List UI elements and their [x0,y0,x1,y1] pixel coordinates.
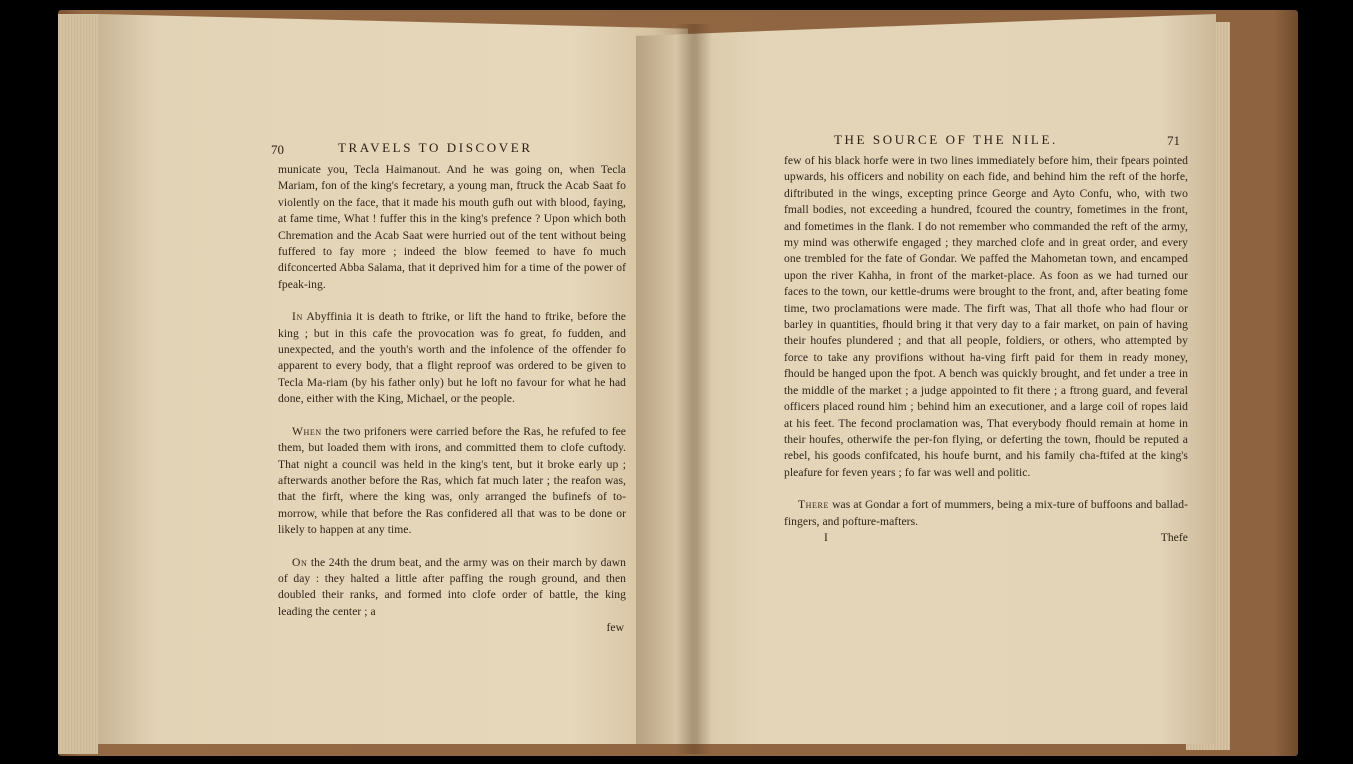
paragraph-text: Abyffinia it is death to ftrike, or lift the hand to ftrike, before the king ; but in this cafe the provocation was fo great, fo fudden, and unexpected, and the youth's worth and the infolence of the offender fo apparent to every body, that a flight reproof was ordered to be given to Tecla Ma-riam (by his father only) but he loft no favour for what he had done, either with the King, Michael, or the people. [278,310,626,406]
paragraph [784,153,1188,481]
paragraph [278,162,626,293]
paragraph-text: was at Gondar a fort of mummers, being a mix-ture of buffoons and ballad-fingers, and pofture-mafters. [784,498,1188,528]
page-footer [784,530,1188,546]
paragraph-text: few of his black horfe were in two lines immediately before him, their fpears pointed upwards, his officers and nobility on each fide, and behind him the reft of the horfe, diftributed in the wings, excepting prince George and Ayto Confu, who, with two fmall bodies, not exceeding a hundred, fcoured the country, fometimes in the front, and fometimes in the flank. I do not remember who commanded the reft of the army, my mind was otherwife engaged ; they marched clofe and in great order, and every one trembled for the fate of Gondar. We paffed the Mahometan town, and encamped upon the river Kahha, in front of the market-place. As foon as we had turned our faces to the town, our kettle-drums were brought to the front, and, after beating fome time, two proclamations were made. The firft was, That all thofe who had flour or barley in quantities, fhould bring it that very day to a fair market, on pain of having their houfes plundered ; and that all people, foldiers, or others, who attempted by force to take any provifions without ha-ving firft paid for them in ready money, fhould be hanged upon the fpot. A bench was quickly brought, and fet under a tree in the middle of the market ; a judge appointed to fit there ; a ftrong guard, and feveral officers placed round him ; behind him an executioner, and a large coil of ropes laid at his feet. The fecond proclamation was, That everybody fhould remain at home in their houfes, otherwife the per-fon flying, or deferting the town, fhould be reputed a rebel, his goods confifcated, his houfe burnt, and his family cha-ftifed at the king's pleafure for feven years ; fo far was well and politic. [784,154,1188,479]
paragraph-lead: When [292,424,322,438]
paragraph [278,424,626,539]
paragraph [278,555,626,621]
paragraph-lead: There [798,498,829,512]
paragraph-text: municate you, Tecla Haimanout. And he was going on, when Tecla Mariam, fon of the king's fecretary, a young man, ftruck the Acab Saat fo violently on the face, that it made his mouth gufh out with blood, faying, at fame time, What ! fuffer this in the king's prefence ? Upon which both Chremation and the Acab Saat were hurried out of the tent without being fuffered to fay more ; indeed the blow feemed to have fo much difconcerted Abba Salama, that it deprived him for a time of the power of fpeak-ing. [278,163,626,291]
left-page-edges [58,14,98,754]
left-page-number: 70 [271,142,284,157]
paragraph-lead: In [292,310,303,324]
right-page-text [784,153,1188,546]
paragraph [784,497,1188,530]
paragraph-text: the 24th the drum beat, and the army was on their march by dawn of day : they halted a little after paffing the rough ground, and then doubled their ranks, and formed into clofe order of battle, the king leading the center ; a [278,555,626,618]
left-running-head: TRAVELS TO DISCOVER [338,140,533,155]
paragraph-lead: On [292,555,308,569]
signature-mark: I [824,530,828,544]
catchword: few [606,621,624,635]
catchword: Thefe [1160,530,1188,544]
paragraph [278,309,626,407]
paragraph-text: the two prifoners were carried before the Ras, he refufed to fee them, but loaded them with irons, and committed them to clofe cuftody. That night a council was held in the king's tent, but it broke early up ; afterwards another before the Ras, which fat much later ; the reafon was, that the firft, where the king was, only arranged the bufinefs of to-morrow, while that before the Ras confidered all that was to be done or likely to happen at any time. [278,424,626,537]
right-running-head: THE SOURCE OF THE NILE. [834,132,1058,147]
right-page-number: 71 [1167,133,1180,148]
book-gutter [676,24,712,754]
left-page-text [278,162,626,637]
